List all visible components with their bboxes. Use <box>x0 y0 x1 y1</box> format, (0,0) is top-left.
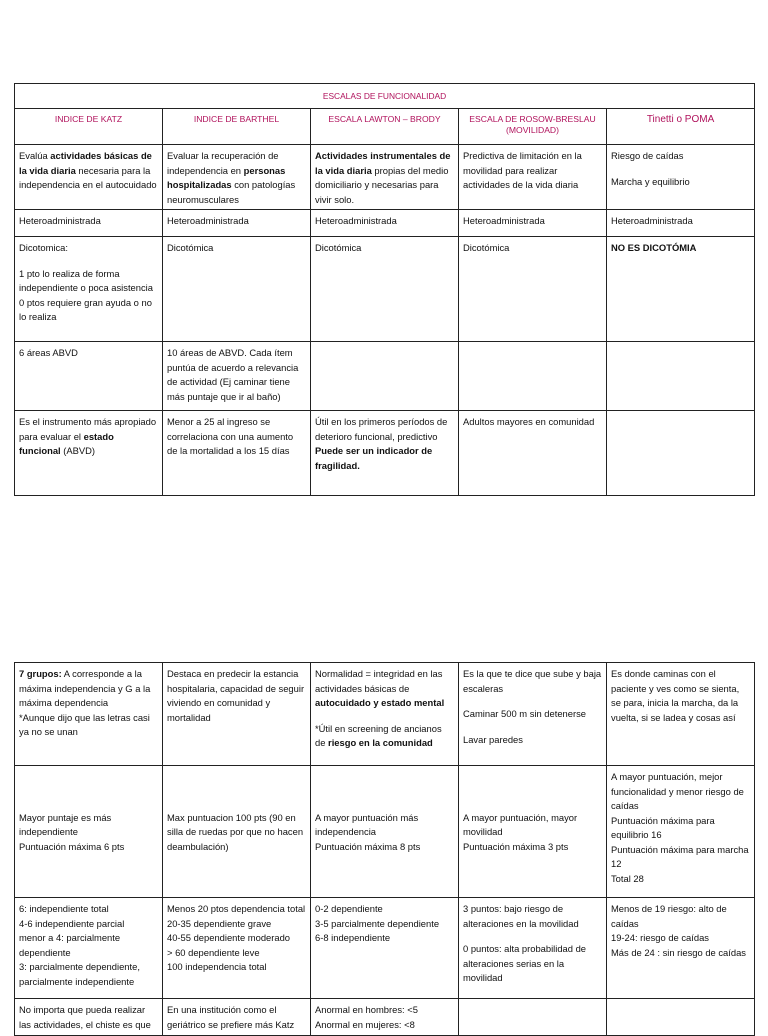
table-row <box>15 898 755 999</box>
header-lawton-brody: ESCALA LAWTON – BRODY <box>311 109 459 145</box>
cell-tinetti-admin: Heteroadministrada <box>607 210 755 237</box>
table-row <box>15 766 755 898</box>
table-row <box>15 210 755 237</box>
cell-lawton-admin: Heteroadministrada <box>311 210 459 237</box>
header-barthel: INDICE DE BARTHEL <box>163 109 311 145</box>
cell-barthel-purpose: Evaluar la recuperación de independencia en personas hospitalizadas con patologías neuromusculares <box>163 145 311 210</box>
cell-barthel-admin: Heteroadministrada <box>163 210 311 237</box>
cell-rosow-note <box>459 999 607 1036</box>
cell-rosow-ranges: 3 puntos: bajo riesgo de alteraciones en la movilidad 0 puntos: alta probabilidad de alteraciones serias en la movilidad <box>459 898 607 999</box>
cell-katz-type: Dicotomica: 1 pto lo realiza de forma independiente o poca asistencia 0 ptos requiere gran ayuda o no lo realiza <box>15 237 163 342</box>
cell-tinetti-description: Es donde caminas con el paciente y ves como se sienta, se para, inicia la marcha, da la vuelta, si se ladea y cosas así <box>607 663 755 766</box>
cell-tinetti-purpose: Riesgo de caídas Marcha y equilibrio <box>607 145 755 210</box>
cell-barthel-note: En una institución como el geriátrico se prefiere más Katz <box>163 999 311 1036</box>
cell-katz-ranges: 6: independiente total 4-6 independiente parcial menor a 4: parcialmente dependiente 3: parcialmente dependiente, parcialmente independiente <box>15 898 163 999</box>
cell-lawton-type: Dicotómica <box>311 237 459 342</box>
header-katz: INDICE DE KATZ <box>15 109 163 145</box>
cell-rosow-purpose: Predictiva de limitación en la movilidad para realizar actividades de la vida diaria <box>459 145 607 210</box>
cell-lawton-use: Útil en los primeros períodos de deterioro funcional, predictivo Puede ser un indicador de fragilidad. <box>311 411 459 496</box>
cell-barthel-ranges: Menos 20 ptos dependencia total 20-35 dependiente grave 40-55 dependiente moderado > 60 dependiente leve 100 independencia total <box>163 898 311 999</box>
cell-barthel-use: Menor a 25 al ingreso se correlaciona con una aumento de la mortalidad a los 15 días <box>163 411 311 496</box>
cell-rosow-areas <box>459 342 607 411</box>
cell-tinetti-use <box>607 411 755 496</box>
table-title: ESCALAS DE FUNCIONALIDAD <box>15 84 755 109</box>
cell-tinetti-type: NO ES DICOTÓMIA <box>607 237 755 342</box>
cell-lawton-areas <box>311 342 459 411</box>
functionality-scales-table <box>14 83 755 496</box>
cell-lawton-note: Anormal en hombres: <5 Anormal en mujeres: <8 <box>311 999 459 1036</box>
cell-rosow-admin: Heteroadministrada <box>459 210 607 237</box>
cell-rosow-use: Adultos mayores en comunidad <box>459 411 607 496</box>
cell-lawton-normal: Normalidad = integridad en las actividades básicas de autocuidado y estado mental *Útil en screening de ancianos de riesgo en la comunidad <box>311 663 459 766</box>
cell-katz-use: Es el instrumento más apropiado para evaluar el estado funcional (ABVD) <box>15 411 163 496</box>
table-row <box>15 411 755 496</box>
cell-rosow-score: A mayor puntuación, mayor movilidad Puntuación máxima 3 pts <box>459 766 607 898</box>
cell-katz-purpose: Evalúa actividades básicas de la vida diaria necesaria para la independencia en el autocuidado <box>15 145 163 210</box>
cell-katz-note: No importa que pueda realizar las actividades, el chiste es que <box>15 999 163 1036</box>
table-row <box>15 999 755 1036</box>
cell-rosow-type: Dicotómica <box>459 237 607 342</box>
cell-lawton-score: A mayor puntuación más independencia Puntuación máxima 8 pts <box>311 766 459 898</box>
cell-katz-score: Mayor puntaje es más independiente Puntuación máxima 6 pts <box>15 766 163 898</box>
cell-lawton-ranges: 0-2 dependiente 3-5 parcialmente dependiente 6-8 independiente <box>311 898 459 999</box>
table-row <box>15 237 755 342</box>
header-rosow-breslau: ESCALA DE ROSOW-BRESLAU (MOVILIDAD) <box>459 109 607 145</box>
cell-rosow-description: Es la que te dice que sube y baja escaleras Caminar 500 m sin detenerse Lavar paredes <box>459 663 607 766</box>
cell-katz-admin: Heteroadministrada <box>15 210 163 237</box>
cell-barthel-highlight: Destaca en predecir la estancia hospitalaria, capacidad de seguir viviendo en comunidad y mortalidad <box>163 663 311 766</box>
table-row <box>15 342 755 411</box>
cell-katz-groups: 7 grupos: A corresponde a la máxima independencia y G a la máxima dependencia *Aunque dijo que las letras casi ya no se unan <box>15 663 163 766</box>
cell-tinetti-note <box>607 999 755 1036</box>
cell-katz-areas: 6 áreas ABVD <box>15 342 163 411</box>
table-row <box>15 663 755 766</box>
cell-tinetti-areas <box>607 342 755 411</box>
cell-tinetti-ranges: Menos de 19 riesgo: alto de caídas 19-24: riesgo de caídas Más de 24 : sin riesgo de caídas <box>607 898 755 999</box>
cell-barthel-score: Max puntuacion 100 pts (90 en silla de ruedas por que no hacen deambulación) <box>163 766 311 898</box>
cell-barthel-areas: 10 áreas de ABVD. Cada ítem puntúa de acuerdo a relevancia de actividad (Ej caminar tiene más puntaje que ir al baño) <box>163 342 311 411</box>
cell-tinetti-score: A mayor puntuación, mejor funcionalidad y menor riesgo de caídas Puntuación máxima para equilibrio 16 Puntuación máxima para marcha 12 Total 28 <box>607 766 755 898</box>
cell-barthel-type: Dicotómica <box>163 237 311 342</box>
cell-lawton-purpose: Actividades instrumentales de la vida diaria propias del medio domiciliario y necesarias para vivir solo. <box>311 145 459 210</box>
functionality-scales-table-continued <box>14 662 755 1036</box>
header-tinetti-poma: Tinetti o POMA <box>607 109 755 145</box>
table-row <box>15 145 755 210</box>
